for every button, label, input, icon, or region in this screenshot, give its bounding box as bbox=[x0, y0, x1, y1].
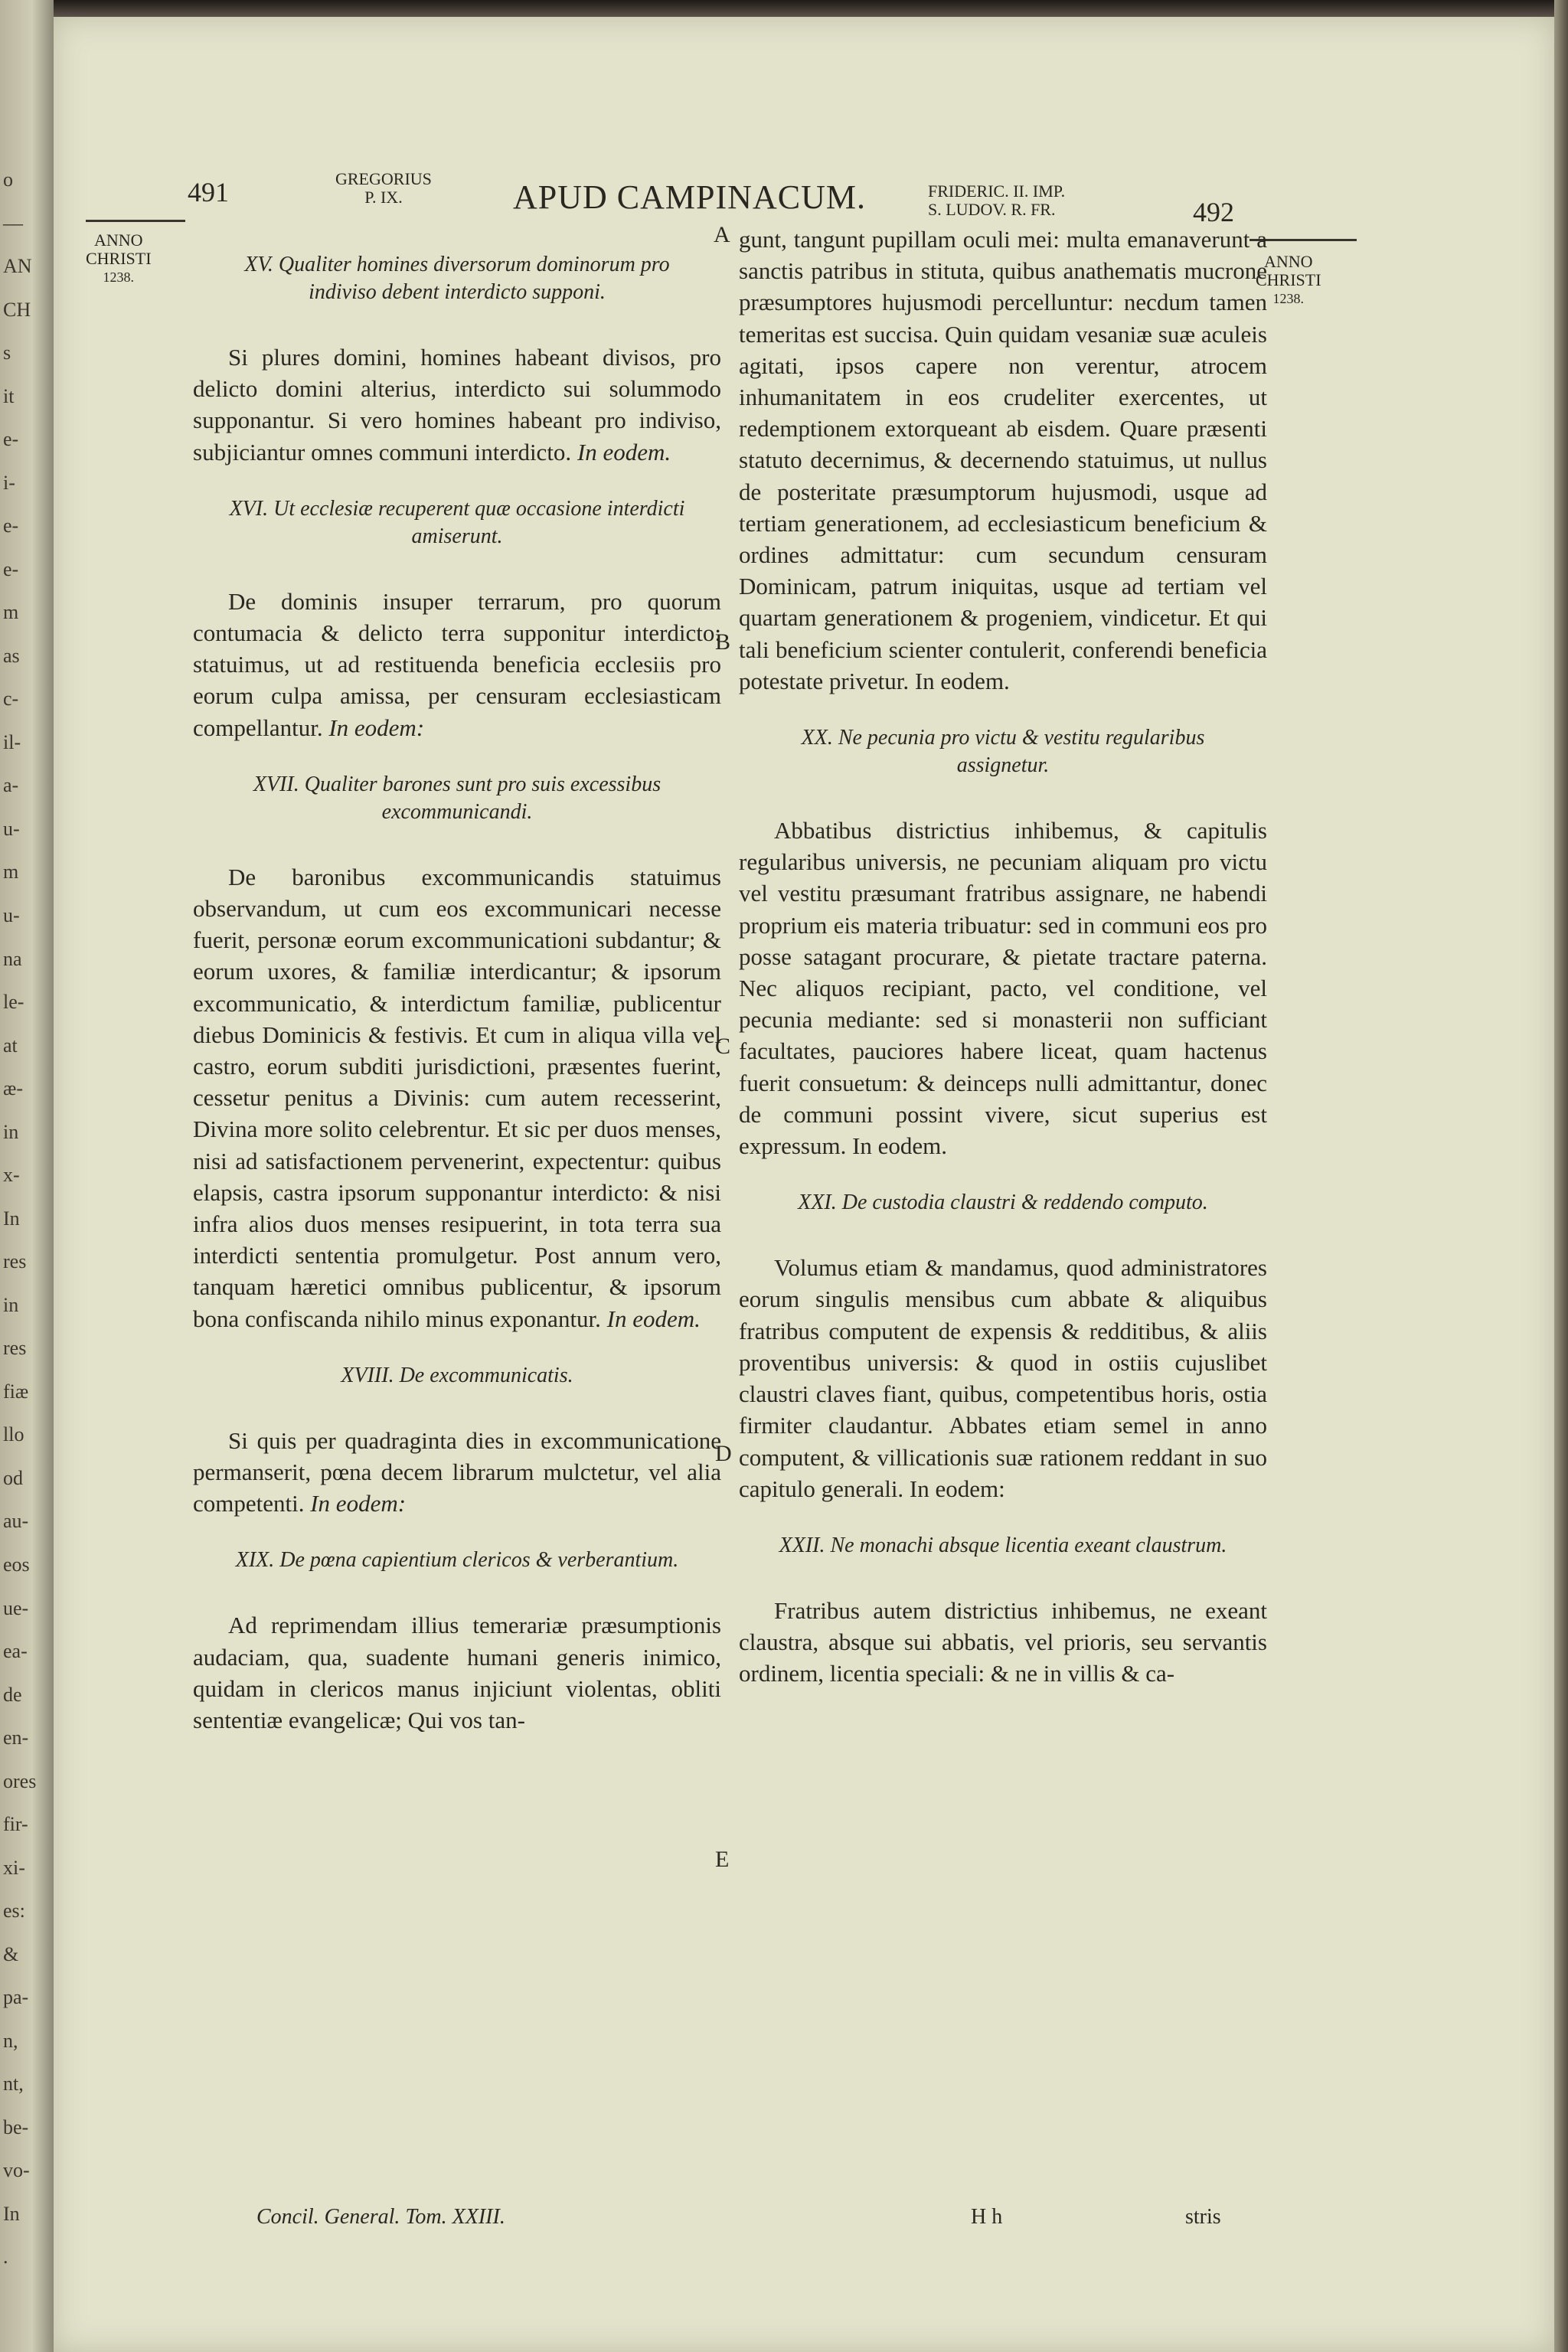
right-running-head: FRIDERIC. II. IMP. S. LUDOV. R. FR. bbox=[928, 181, 1066, 219]
facing-page-fragment: n, bbox=[3, 2030, 18, 2052]
left-header-rule bbox=[86, 220, 185, 222]
paragraph-text: Ad reprimendam illius temerariæ præsumptionis audaciam, qua, suadente humani generis inimico, quidam in clericos manus injiciunt violentas, obliti sententiæ evangelicæ; Qui vos tan- bbox=[193, 1612, 721, 1734]
facing-page-fragment: & bbox=[3, 1943, 19, 1965]
facing-page-fragment: res bbox=[3, 1250, 27, 1272]
facing-page-fragment: llo bbox=[3, 1423, 24, 1446]
section-heading: XX. Ne pecunia pro victu & vestitu regularibus assignetur. bbox=[801, 726, 1205, 778]
facing-page-fragment: e- bbox=[3, 514, 19, 537]
left-text-column bbox=[193, 224, 721, 1736]
footer-volume: Concil. General. Tom. XXIII. bbox=[256, 2205, 505, 2229]
section-heading: XVI. Ut ecclesiæ recuperent quæ occasione interdicti amiserunt. bbox=[229, 496, 685, 548]
facing-page-fragment: de bbox=[3, 1684, 22, 1706]
paragraph-text: Si quis per quadraginta dies in excommunicatione permanserit, pœna decem librarum mulctetur, vel alia competenti. bbox=[193, 1426, 721, 1517]
facing-page-fragment: be- bbox=[3, 2116, 29, 2138]
paragraph bbox=[739, 1252, 1267, 1504]
right-page-number: 492 bbox=[1193, 197, 1234, 227]
sigla-c: C bbox=[715, 1034, 731, 1059]
facing-page-fragment: m bbox=[3, 861, 19, 883]
footer-catchword: stris bbox=[1185, 2205, 1221, 2229]
paragraph bbox=[193, 341, 721, 468]
facing-page-fragment: fiæ bbox=[3, 1380, 29, 1403]
source-citation: In eodem: bbox=[328, 714, 425, 741]
paragraph bbox=[193, 1425, 721, 1520]
facing-page-fragment: ores bbox=[3, 1770, 37, 1792]
facing-page-fragment: u- bbox=[3, 818, 20, 840]
section-heading: XVII. Qualiter barones sunt pro suis excessibus excommunicandi. bbox=[253, 772, 662, 824]
facing-page-fragment: es: bbox=[3, 1900, 25, 1922]
paragraph-text: De dominis insuper terrarum, pro quorum contumacia & delicto terra supponitur interdicto: statuimus, ut ad restituenda beneficia ecclesiis pro eorum culpa amissa, per censuram ecclesiasticam compellantur. bbox=[193, 587, 721, 741]
sigla-a: A bbox=[714, 222, 730, 247]
facing-page-fragment: fir- bbox=[3, 1813, 28, 1835]
facing-page-fragment: i- bbox=[3, 472, 15, 494]
paragraph-text: gunt, tangunt pupillam oculi mei: multa emanaverunt a sanctis patribus in stituta, quibus anathematis mucrone præsumptores hujusmodi percelluntur: necdum tamen temeritas est succisa. Quin quidam vesaniæ suæ aculeis agitati, ipsos capere non verentur, atrocem inhumanitatem in eos crudeliter exercentes, ut redemptionem extorqueant ab eisdem. Quare præsenti statuto decernimus, & decernendo statuimus, ut nullus de posteritate præsumptorum hujusmodi, usque ad tertiam generationem, ad ecclesiasticum beneficium & ordines admittatur: cum secundum censuram Dominicam, patrum iniquitas, usque ad tertiam vel quartam generationem & progeniem, vindicetur. Et qui tali beneficium scienter contulerit, conferendi beneficia potestate privetur. In eodem. bbox=[739, 226, 1267, 694]
facing-page-fragment: — bbox=[3, 212, 23, 234]
facing-page-fragment: CH bbox=[3, 299, 31, 321]
right-text-column bbox=[739, 224, 1267, 1690]
facing-page-fragment: In bbox=[3, 2203, 20, 2225]
source-citation: In eodem. bbox=[606, 1305, 701, 1332]
sigla-b: B bbox=[715, 629, 731, 655]
section-heading: XXII. Ne monachi absque licentia exeant claustrum. bbox=[779, 1533, 1227, 1557]
facing-page-fragment: . bbox=[3, 2246, 8, 2268]
facing-page-fragment: o bbox=[3, 168, 13, 191]
left-margin-year: ANNO CHRISTI 1238. bbox=[86, 230, 152, 285]
facing-page-edge bbox=[0, 0, 54, 2352]
paragraph bbox=[739, 815, 1267, 1161]
running-title: APUD CAMPINACUM. bbox=[513, 178, 866, 216]
facing-page-fragment: at bbox=[3, 1034, 18, 1057]
source-citation: In eodem: bbox=[310, 1490, 407, 1517]
facing-page-fragment: x- bbox=[3, 1164, 20, 1186]
paragraph-text: Fratribus autem districtius inhibemus, ne exeant claustra, absque sui abbatis, vel prioris, seu servantis ordinem, licentia speciali: & ne in villis & ca- bbox=[739, 1596, 1267, 1687]
facing-page-fragment: xi- bbox=[3, 1857, 25, 1879]
paragraph bbox=[739, 1595, 1267, 1690]
paragraph-text: Volumus etiam & mandamus, quod administratores eorum singulis mensibus cum abbate & aliquibus fratribus computent de expensis & redditibus, & aliis proventibus universis: & quod in ostiis cujuslibet claustri claves fiant, quibus, competentibus horis, ostia firmiter claudantur. Abbates etiam semel in anno computent, & villicationis suæ rationem reddant in suo capitulo generali. In eodem: bbox=[739, 1254, 1267, 1502]
sigla-e: E bbox=[715, 1847, 730, 1872]
paragraph bbox=[739, 224, 1267, 697]
right-margin-year: ANNO CHRISTI 1238. bbox=[1256, 252, 1321, 306]
facing-page-fragment: a- bbox=[3, 774, 19, 796]
facing-page-fragment: ea- bbox=[3, 1640, 28, 1662]
facing-page-fragment: as bbox=[3, 645, 20, 667]
facing-page-fragment: eos bbox=[3, 1553, 30, 1576]
paragraph bbox=[193, 1609, 721, 1736]
paragraph bbox=[193, 586, 721, 743]
paragraph-text: Abbatibus districtius inhibemus, & capitulis regularibus universis, ne pecuniam aliquam pro victu vel vestitu præsumant fratribus assignare, ne habendi proprium eis materia tribuatur: sed in communi eos pro posse satagant procurare, & pietate tractare paterna. Nec aliquos recipiant, pacto, vel conditione, vel pecunia mediante: sed si monasterii non sufficiant facultates, pauciores habere liceat, quam hactenus fuerit consuetum: & deinceps nulli admittantur, donec de communi possint vivere, sicut superius est expressum. In eodem. bbox=[739, 817, 1267, 1160]
paragraph bbox=[193, 861, 721, 1334]
facing-page-fragment: nt, bbox=[3, 2073, 24, 2095]
section-heading: XV. Qualiter homines diversorum dominorum pro indiviso debent interdicto supponi. bbox=[244, 253, 670, 304]
facing-page-fragment: m bbox=[3, 601, 19, 623]
facing-page-fragment: ue- bbox=[3, 1597, 29, 1619]
source-citation: In eodem. bbox=[577, 438, 671, 466]
facing-page-fragment: c- bbox=[3, 688, 19, 710]
facing-page-fragment: in bbox=[3, 1294, 19, 1316]
section-heading: XIX. De pœna capientium clericos & verberantium. bbox=[235, 1548, 679, 1573]
facing-page-fragment: na bbox=[3, 948, 22, 970]
facing-page-fragment: s bbox=[3, 341, 11, 364]
book-edge bbox=[1554, 0, 1568, 2352]
facing-page-fragment: au- bbox=[3, 1510, 29, 1532]
facing-page-fragment: od bbox=[3, 1467, 23, 1489]
facing-page-fragment: e- bbox=[3, 428, 19, 450]
facing-page-fragment: pa- bbox=[3, 1986, 29, 2008]
facing-page-fragment: it bbox=[3, 385, 15, 407]
paragraph-text: Si plures domini, homines habeant divisos, pro delicto domini alterius, interdicto sui solummodo supponantur. Si vero homines habeant pro indiviso, subjiciantur omnes communi interdicto. bbox=[193, 344, 721, 466]
left-running-head: GREGORIUS P. IX. bbox=[335, 169, 432, 207]
facing-page-fragment: le- bbox=[3, 991, 24, 1013]
footer-signature: H h bbox=[971, 2205, 1003, 2229]
left-page-number: 491 bbox=[188, 177, 229, 207]
section-heading: XVIII. De excommunicatis. bbox=[341, 1363, 573, 1387]
paragraph-text: De baronibus excommunicandis statuimus observandum, ut cum eos excommunicari necesse fuerit, personæ eorum excommunicationi subdantur; & eorum uxores, & familiæ interdicantur; & ipsorum excommunicatio, & interdictum familiæ, publicentur diebus Dominicis & festivis. Et cum in aliqua villa vel castro, eorum subditi jurisdictioni, præsentes fuerint, cessetur penitus a Divinis: cum autem recesserint, Divina more solito celebrentur. Et sic per duos menses, nisi ad satisfactionem pervenerint, expectentur: quibus elapsis, castra ipsorum supponantur interdicto: & nisi infra alios duos menses resipuerint, in tota terra sua interdicti sententia promulgetur. Post annum vero, tanquam hæretici omnibus publicentur, & ipsorum bona confiscanda nihilo minus exponantur. bbox=[193, 863, 721, 1332]
facing-page-fragment: e- bbox=[3, 558, 19, 580]
facing-page-fragment: In bbox=[3, 1207, 20, 1230]
facing-page-fragment: res bbox=[3, 1337, 27, 1359]
facing-page-fragment: il- bbox=[3, 731, 21, 753]
facing-page-fragment: æ- bbox=[3, 1077, 23, 1099]
facing-page-fragment: AN bbox=[3, 255, 32, 277]
page-top-band bbox=[0, 0, 1568, 17]
facing-page-fragment: en- bbox=[3, 1726, 29, 1749]
section-heading: XXI. De custodia claustri & reddendo computo. bbox=[798, 1191, 1208, 1215]
sigla-d: D bbox=[715, 1441, 732, 1466]
facing-page-fragment: u- bbox=[3, 904, 20, 926]
facing-page-fragment: vo- bbox=[3, 2159, 30, 2181]
facing-page-fragment: in bbox=[3, 1121, 19, 1143]
